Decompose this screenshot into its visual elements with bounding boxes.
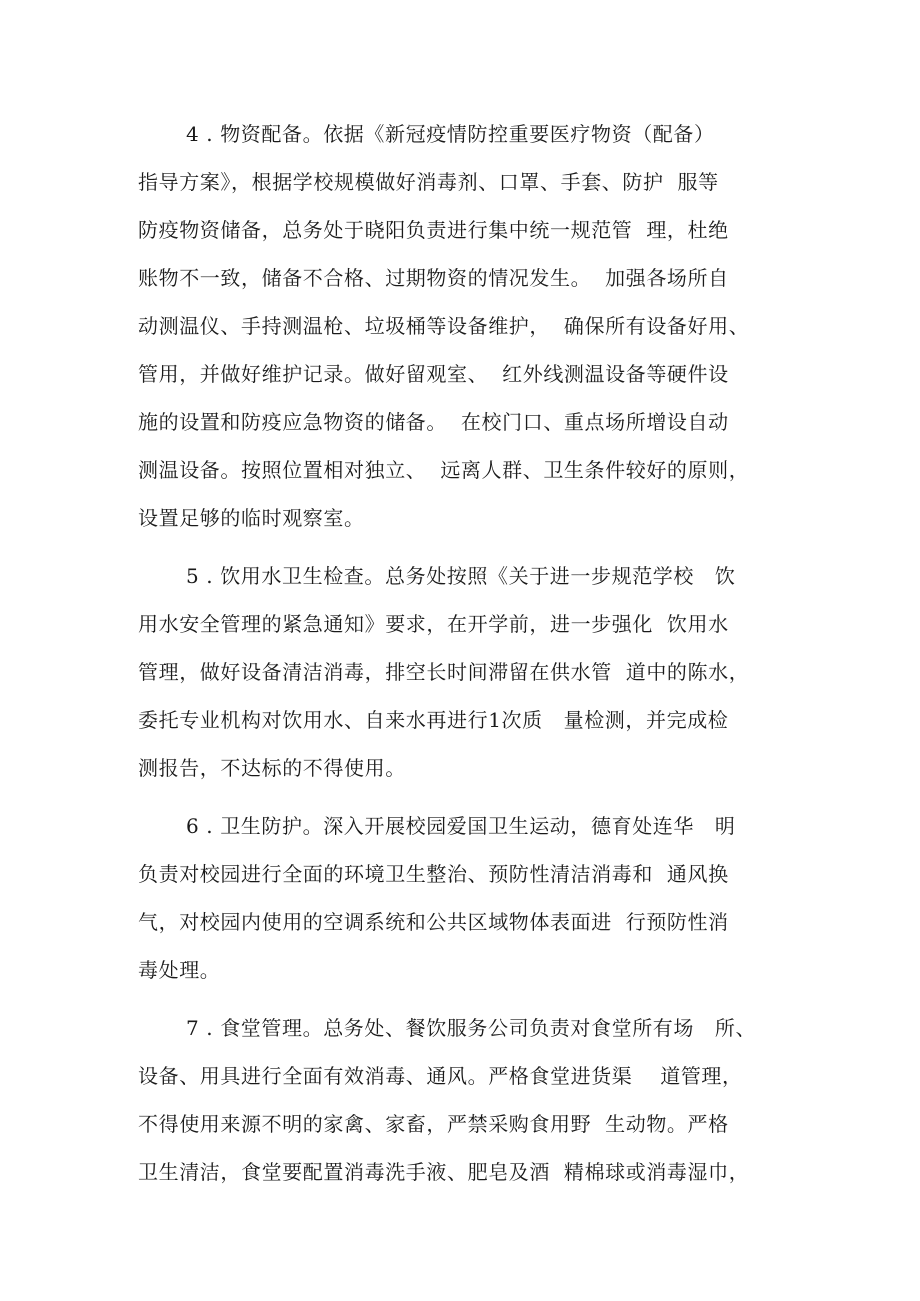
paragraph-materials: [138, 110, 798, 542]
text-line: 委托专业机构对饮用水、自来水再进行1次质 量检测，并完成检: [138, 708, 729, 732]
text-line: 施的设置和防疫应急物资的储备。 在校门口、重点场所增设自动: [138, 410, 729, 434]
text-line: 指导方案》，根据学校规模做好消毒剂、口罩、手套、防护 服等: [138, 170, 719, 194]
text-line: 气，对校园内使用的空调系统和公共区域物体表面进 行预防性消: [138, 910, 729, 934]
text-line: 卫生清洁，食堂要配置消毒洗手液、肥皂及酒 精棉球或消毒湿巾，: [138, 1160, 750, 1184]
paragraph-canteen-management: [138, 1004, 798, 1196]
text-line: 账物不一致，储备不合格、过期物资的情况发生。 加强各场所自: [138, 266, 729, 290]
text-line: 管理，做好设备清洁消毒，排空长时间滞留在供水管 道中的陈水，: [138, 660, 750, 684]
text-line: 毒处理。: [138, 958, 221, 982]
text-line: 测报告，不达标的不得使用。: [138, 756, 406, 780]
text-line: 动测温仪、手持测温枪、垃圾桶等设备维护， 确保所有设备好用、: [138, 314, 750, 338]
paragraph-hygiene-protection: [138, 802, 798, 994]
text-line: 5 . 饮用水卫生检查。总务处按照《关于进一步规范学校 饮: [186, 564, 736, 588]
text-line: 负责对校园进行全面的环境卫生整治、预防性清洁消毒和 通风换: [138, 862, 729, 886]
text-line: 4 . 物资配备。依据《新冠疫情防控重要医疗物资（配备）: [186, 122, 715, 146]
text-line: 管用，并做好维护记录。做好留观室、 红外线测温设备等硬件设: [138, 362, 729, 386]
text-line: 防疫物资储备，总务处于晓阳负责进行集中统一规范管 理，杜绝: [138, 218, 729, 242]
text-line: 7 . 食堂管理。总务处、餐饮服务公司负责对食堂所有场 所、: [186, 1016, 757, 1040]
text-line: 不得使用来源不明的家禽、家畜，严禁采购食用野 生动物。严格: [138, 1112, 729, 1136]
document-body: [138, 110, 798, 1206]
text-line: 设备、用具进行全面有效消毒、通风。严格食堂进货渠 道管理，: [138, 1064, 743, 1088]
text-line: 用水安全管理的紧急通知》要求，在开学前，进一步强化 饮用水: [138, 612, 729, 636]
text-line: 设置足够的临时观察室。: [138, 506, 365, 530]
text-line: 6 . 卫生防护。深入开展校园爱国卫生运动，德育处连华 明: [186, 814, 736, 838]
paragraph-drinking-water: [138, 552, 798, 792]
text-line: 测温设备。按照位置相对独立、 远离人群、卫生条件较好的原则，: [138, 458, 750, 482]
